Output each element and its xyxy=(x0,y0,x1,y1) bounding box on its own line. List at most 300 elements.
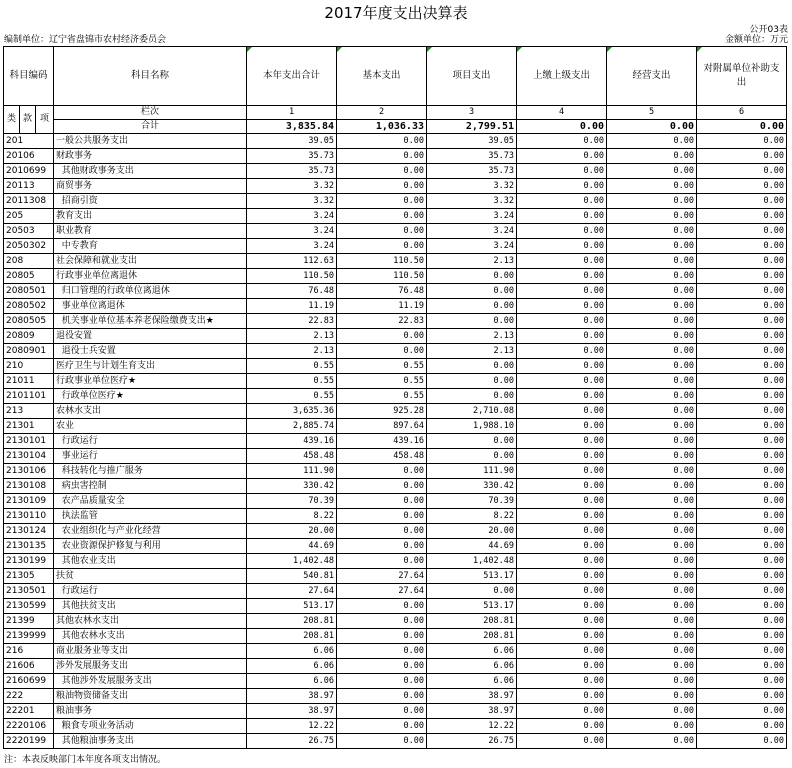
subject-name: 退役士兵安置 xyxy=(54,344,247,359)
col-num: 5 xyxy=(607,106,697,120)
subject-name: 教育支出 xyxy=(54,209,247,224)
subject-code: 20106 xyxy=(4,149,54,164)
amount-cell: 0.00 xyxy=(697,569,787,584)
table-row xyxy=(4,689,787,704)
amount-cell: 0.00 xyxy=(607,299,697,314)
amount-cell: 0.00 xyxy=(517,149,607,164)
amount-cell: 0.00 xyxy=(697,449,787,464)
subject-name: 行政单位医疗★ xyxy=(54,389,247,404)
amount-cell: 1,402.48 xyxy=(247,554,337,569)
header-name: 科目名称 xyxy=(54,47,247,106)
report-title: 2017年度支出决算表 xyxy=(324,4,468,22)
header-code: 科目编码 xyxy=(4,47,54,106)
subject-code: 22201 xyxy=(4,704,54,719)
amount-cell: 0.00 xyxy=(427,314,517,329)
amount-cell: 3.24 xyxy=(247,239,337,254)
table-row xyxy=(4,644,787,659)
amount-cell: 0.00 xyxy=(517,569,607,584)
amount-cell: 27.64 xyxy=(247,584,337,599)
table-row xyxy=(4,329,787,344)
table-row xyxy=(4,524,787,539)
total-label: 合计 xyxy=(54,120,247,134)
amount-cell: 2.13 xyxy=(247,329,337,344)
amount-cell: 12.22 xyxy=(427,719,517,734)
subject-name: 其他农林水支出 xyxy=(54,629,247,644)
amount-cell: 0.00 xyxy=(337,659,427,674)
amount-cell: 0.00 xyxy=(607,194,697,209)
table-row xyxy=(4,479,787,494)
amount-cell: 20.00 xyxy=(247,524,337,539)
amount-cell: 38.97 xyxy=(427,689,517,704)
amount-cell: 26.75 xyxy=(427,734,517,749)
subject-code: 20809 xyxy=(4,329,54,344)
table-row xyxy=(4,539,787,554)
amount-cell: 0.00 xyxy=(337,329,427,344)
amount-cell: 6.06 xyxy=(427,674,517,689)
amount-cell: 38.97 xyxy=(247,704,337,719)
table-row xyxy=(4,719,787,734)
amount-cell: 0.00 xyxy=(697,419,787,434)
subject-name: 归口管理的行政单位离退休 xyxy=(54,284,247,299)
amount-cell: 0.00 xyxy=(607,494,697,509)
amount-cell: 0.00 xyxy=(517,389,607,404)
amount-cell: 0.00 xyxy=(337,614,427,629)
amount-cell: 897.64 xyxy=(337,419,427,434)
amount-cell: 0.55 xyxy=(247,359,337,374)
subject-code: 216 xyxy=(4,644,54,659)
amount-cell: 0.00 xyxy=(337,209,427,224)
subject-name: 农林水支出 xyxy=(54,404,247,419)
table-row xyxy=(4,494,787,509)
amount-cell: 0.00 xyxy=(697,299,787,314)
amount-cell: 2.13 xyxy=(427,254,517,269)
subject-code: 222 xyxy=(4,689,54,704)
subject-name: 涉外发展服务支出 xyxy=(54,659,247,674)
subject-name: 医疗卫生与计划生育支出 xyxy=(54,359,247,374)
amount-cell: 0.00 xyxy=(607,254,697,269)
amount-cell: 0.00 xyxy=(517,374,607,389)
total-value: 0.00 xyxy=(607,120,697,134)
amount-cell: 27.64 xyxy=(337,569,427,584)
table-row xyxy=(4,584,787,599)
amount-cell: 35.73 xyxy=(247,164,337,179)
subject-code: 2130199 xyxy=(4,554,54,569)
subject-name: 病虫害控制 xyxy=(54,479,247,494)
amount-cell: 0.00 xyxy=(337,239,427,254)
amount-cell: 35.73 xyxy=(427,164,517,179)
table-row xyxy=(4,389,787,404)
amount-cell: 3.24 xyxy=(247,224,337,239)
amount-cell: 3.32 xyxy=(247,194,337,209)
amount-cell: 70.39 xyxy=(427,494,517,509)
table-row xyxy=(4,449,787,464)
amount-cell: 0.00 xyxy=(517,659,607,674)
amount-cell: 0.00 xyxy=(607,629,697,644)
amount-cell: 11.19 xyxy=(337,299,427,314)
amount-cell: 0.00 xyxy=(517,299,607,314)
amount-cell: 0.00 xyxy=(337,719,427,734)
amount-cell: 0.00 xyxy=(337,344,427,359)
table-row xyxy=(4,239,787,254)
subject-code: 2220199 xyxy=(4,734,54,749)
amount-cell: 0.00 xyxy=(427,269,517,284)
subject-code: 208 xyxy=(4,254,54,269)
amount-cell: 0.00 xyxy=(517,269,607,284)
amount-cell: 0.00 xyxy=(607,569,697,584)
subject-code: 2130108 xyxy=(4,479,54,494)
subject-code: 2080502 xyxy=(4,299,54,314)
amount-cell: 1,402.48 xyxy=(427,554,517,569)
amount-cell: 0.00 xyxy=(517,224,607,239)
amount-cell: 0.00 xyxy=(337,134,427,149)
total-value: 3,835.84 xyxy=(247,120,337,134)
amount-cell: 0.00 xyxy=(337,149,427,164)
amount-cell: 0.00 xyxy=(607,419,697,434)
amount-cell: 76.48 xyxy=(337,284,427,299)
table-row xyxy=(4,299,787,314)
amount-cell: 0.00 xyxy=(337,629,427,644)
amount-cell: 0.00 xyxy=(517,419,607,434)
amount-cell: 0.00 xyxy=(517,539,607,554)
amount-cell: 6.06 xyxy=(247,659,337,674)
amount-cell: 0.00 xyxy=(607,239,697,254)
amount-cell: 0.00 xyxy=(607,134,697,149)
subject-code: 21305 xyxy=(4,569,54,584)
table-row xyxy=(4,359,787,374)
amount-cell: 0.00 xyxy=(697,179,787,194)
subject-code: 2080505 xyxy=(4,314,54,329)
table-row xyxy=(4,134,787,149)
subject-code: 2080501 xyxy=(4,284,54,299)
amount-cell: 0.00 xyxy=(517,719,607,734)
amount-cell: 0.00 xyxy=(697,494,787,509)
amount-cell: 0.00 xyxy=(607,434,697,449)
amount-cell: 2,710.08 xyxy=(427,404,517,419)
subject-code: 20503 xyxy=(4,224,54,239)
table-row xyxy=(4,554,787,569)
subject-code: 2130101 xyxy=(4,434,54,449)
amount-cell: 208.81 xyxy=(247,614,337,629)
table-row xyxy=(4,734,787,749)
header-total: 本年支出合计 xyxy=(247,47,337,106)
amount-cell: 0.00 xyxy=(697,524,787,539)
amount-cell: 11.19 xyxy=(247,299,337,314)
table-row xyxy=(4,254,787,269)
subject-code: 21301 xyxy=(4,419,54,434)
amount-cell: 0.00 xyxy=(337,554,427,569)
amount-cell: 3.32 xyxy=(247,179,337,194)
subject-code: 2130110 xyxy=(4,509,54,524)
table-note: 注：本表反映部门本年度各项支出情况。 xyxy=(4,755,167,765)
amount-cell: 0.00 xyxy=(697,719,787,734)
amount-cell: 0.00 xyxy=(517,674,607,689)
subject-code: 21011 xyxy=(4,374,54,389)
amount-cell: 6.06 xyxy=(427,644,517,659)
amount-cell: 0.00 xyxy=(607,659,697,674)
amount-cell: 0.00 xyxy=(517,239,607,254)
amount-cell: 0.00 xyxy=(337,509,427,524)
amount-cell: 0.55 xyxy=(337,389,427,404)
amount-cell: 0.00 xyxy=(517,404,607,419)
subject-code: 2101101 xyxy=(4,389,54,404)
amount-cell: 0.00 xyxy=(697,269,787,284)
amount-cell: 27.64 xyxy=(337,584,427,599)
amount-cell: 0.00 xyxy=(697,434,787,449)
col-num: 6 xyxy=(697,106,787,120)
subject-code: 2220106 xyxy=(4,719,54,734)
amount-cell: 35.73 xyxy=(247,149,337,164)
amount-cell: 0.00 xyxy=(427,359,517,374)
amount-cell: 0.00 xyxy=(607,344,697,359)
amount-cell: 0.00 xyxy=(517,314,607,329)
amount-cell: 0.00 xyxy=(517,254,607,269)
amount-cell: 0.55 xyxy=(337,359,427,374)
amount-cell: 0.00 xyxy=(517,434,607,449)
amount-cell: 0.00 xyxy=(607,524,697,539)
amount-cell: 0.00 xyxy=(697,389,787,404)
amount-cell: 8.22 xyxy=(247,509,337,524)
amount-cell: 0.00 xyxy=(697,329,787,344)
row-label: 栏次 xyxy=(54,106,247,120)
subject-code: 2160699 xyxy=(4,674,54,689)
subject-code: 2139999 xyxy=(4,629,54,644)
amount-cell: 0.00 xyxy=(697,614,787,629)
amount-cell: 8.22 xyxy=(427,509,517,524)
amount-cell: 0.00 xyxy=(607,374,697,389)
amount-cell: 0.00 xyxy=(517,359,607,374)
amount-cell: 0.00 xyxy=(697,509,787,524)
total-value: 0.00 xyxy=(517,120,607,134)
amount-cell: 6.06 xyxy=(427,659,517,674)
amount-cell: 0.00 xyxy=(337,164,427,179)
amount-cell: 0.00 xyxy=(607,164,697,179)
amount-cell: 0.00 xyxy=(517,554,607,569)
table-row xyxy=(4,269,787,284)
amount-cell: 22.83 xyxy=(247,314,337,329)
amount-cell: 0.00 xyxy=(517,209,607,224)
amount-cell: 0.00 xyxy=(697,254,787,269)
amount-cell: 0.00 xyxy=(697,284,787,299)
table-row xyxy=(4,419,787,434)
amount-cell: 0.00 xyxy=(337,599,427,614)
subject-name: 中专教育 xyxy=(54,239,247,254)
subject-code: 2130109 xyxy=(4,494,54,509)
amount-cell: 0.55 xyxy=(247,389,337,404)
amount-cell: 0.00 xyxy=(697,314,787,329)
subject-name: 商贸事务 xyxy=(54,179,247,194)
subject-name: 财政事务 xyxy=(54,149,247,164)
amount-cell: 0.00 xyxy=(337,494,427,509)
amount-cell: 0.00 xyxy=(697,239,787,254)
amount-cell: 2,885.74 xyxy=(247,419,337,434)
col-num: 2 xyxy=(337,106,427,120)
subject-name: 其他涉外发展服务支出 xyxy=(54,674,247,689)
amount-cell: 0.00 xyxy=(607,449,697,464)
amount-cell: 0.00 xyxy=(517,599,607,614)
subject-code: 213 xyxy=(4,404,54,419)
amount-cell: 0.00 xyxy=(517,164,607,179)
amount-cell: 0.00 xyxy=(427,584,517,599)
amount-cell: 0.00 xyxy=(517,329,607,344)
amount-cell: 0.00 xyxy=(427,374,517,389)
subject-code: 21399 xyxy=(4,614,54,629)
subject-code: 210 xyxy=(4,359,54,374)
amount-cell: 0.00 xyxy=(337,194,427,209)
subject-name: 科技转化与推广服务 xyxy=(54,464,247,479)
col-num: 1 xyxy=(247,106,337,120)
amount-cell: 0.00 xyxy=(427,434,517,449)
amount-cell: 0.00 xyxy=(427,389,517,404)
amount-cell: 0.00 xyxy=(607,269,697,284)
amount-cell: 38.97 xyxy=(247,689,337,704)
amount-cell: 0.00 xyxy=(607,539,697,554)
subject-name: 其他财政事务支出 xyxy=(54,164,247,179)
amount-cell: 39.05 xyxy=(427,134,517,149)
subject-name: 退役安置 xyxy=(54,329,247,344)
amount-cell: 3.24 xyxy=(427,239,517,254)
table-row xyxy=(4,464,787,479)
amount-cell: 0.00 xyxy=(607,224,697,239)
col-num: 3 xyxy=(427,106,517,120)
subject-name: 执法监管 xyxy=(54,509,247,524)
amount-cell: 6.06 xyxy=(247,644,337,659)
amount-cell: 0.00 xyxy=(697,599,787,614)
amount-cell: 0.00 xyxy=(607,584,697,599)
amount-cell: 0.00 xyxy=(697,134,787,149)
subject-name: 行政事业单位离退休 xyxy=(54,269,247,284)
amount-cell: 110.50 xyxy=(337,254,427,269)
amount-cell: 0.00 xyxy=(427,449,517,464)
amount-cell: 458.48 xyxy=(337,449,427,464)
header-upper: 上缴上级支出 xyxy=(517,47,607,106)
subject-name: 其他粮油事务支出 xyxy=(54,734,247,749)
table-row xyxy=(4,704,787,719)
table-row xyxy=(4,314,787,329)
amount-cell: 0.00 xyxy=(697,689,787,704)
amount-cell: 22.83 xyxy=(337,314,427,329)
table-row xyxy=(4,404,787,419)
amount-cell: 0.00 xyxy=(337,479,427,494)
amount-cell: 110.50 xyxy=(247,269,337,284)
amount-cell: 0.00 xyxy=(517,179,607,194)
subject-name: 扶贫 xyxy=(54,569,247,584)
subject-code: 2130124 xyxy=(4,524,54,539)
amount-cell: 458.48 xyxy=(247,449,337,464)
table-row xyxy=(4,284,787,299)
amount-cell: 0.00 xyxy=(517,734,607,749)
table-row xyxy=(4,224,787,239)
table-row xyxy=(4,659,787,674)
table-row xyxy=(4,434,787,449)
amount-cell: 0.00 xyxy=(337,704,427,719)
subject-name: 粮油物资储备支出 xyxy=(54,689,247,704)
amount-cell: 0.00 xyxy=(337,674,427,689)
amount-cell: 0.00 xyxy=(607,149,697,164)
subject-name: 其他扶贫支出 xyxy=(54,599,247,614)
subject-name: 商业服务业等支出 xyxy=(54,644,247,659)
amount-cell: 0.00 xyxy=(697,704,787,719)
amount-cell: 0.55 xyxy=(337,374,427,389)
amount-cell: 0.00 xyxy=(607,179,697,194)
subject-name: 农业 xyxy=(54,419,247,434)
amount-cell: 2.13 xyxy=(247,344,337,359)
amount-cell: 0.00 xyxy=(337,644,427,659)
amount-cell: 0.00 xyxy=(517,509,607,524)
amount-cell: 0.00 xyxy=(697,209,787,224)
subject-code: 205 xyxy=(4,209,54,224)
amount-cell: 0.00 xyxy=(517,479,607,494)
subject-name: 农业组织化与产业化经营 xyxy=(54,524,247,539)
subject-name: 职业教育 xyxy=(54,224,247,239)
header-subsidy: 对附属单位补助支出 xyxy=(697,47,787,106)
subject-name: 机关事业单位基本养老保险缴费支出★ xyxy=(54,314,247,329)
amount-cell: 0.00 xyxy=(607,734,697,749)
amount-cell: 0.00 xyxy=(517,284,607,299)
compiling-unit: 编制单位：辽宁省盘锦市农村经济委员会 xyxy=(4,35,167,45)
subject-name: 粮食专项业务活动 xyxy=(54,719,247,734)
subject-name: 招商引资 xyxy=(54,194,247,209)
amount-cell: 0.00 xyxy=(607,644,697,659)
subject-code: 2130599 xyxy=(4,599,54,614)
subject-code: 201 xyxy=(4,134,54,149)
amount-cell: 0.00 xyxy=(697,224,787,239)
amount-cell: 6.06 xyxy=(247,674,337,689)
amount-cell: 0.00 xyxy=(607,329,697,344)
subject-name: 农业资源保护修复与利用 xyxy=(54,539,247,554)
subject-code: 2130501 xyxy=(4,584,54,599)
amount-cell: 2.13 xyxy=(427,344,517,359)
amount-cell: 39.05 xyxy=(247,134,337,149)
table-row xyxy=(4,629,787,644)
subject-code: 2011308 xyxy=(4,194,54,209)
amount-cell: 925.28 xyxy=(337,404,427,419)
amount-cell: 0.00 xyxy=(697,479,787,494)
amount-cell: 3.24 xyxy=(247,209,337,224)
amount-cell: 0.00 xyxy=(607,509,697,524)
amount-cell: 513.17 xyxy=(427,569,517,584)
subject-name: 事业单位离退休 xyxy=(54,299,247,314)
amount-cell: 111.90 xyxy=(247,464,337,479)
amount-cell: 110.50 xyxy=(337,269,427,284)
amount-cell: 0.00 xyxy=(517,134,607,149)
amount-cell: 0.00 xyxy=(607,479,697,494)
table-row xyxy=(4,149,787,164)
amount-cell: 0.00 xyxy=(697,659,787,674)
amount-cell: 0.00 xyxy=(697,734,787,749)
subject-code: 2130135 xyxy=(4,539,54,554)
amount-cell: 0.00 xyxy=(697,374,787,389)
amount-cell: 20.00 xyxy=(427,524,517,539)
amount-cell: 208.81 xyxy=(247,629,337,644)
amount-cell: 0.00 xyxy=(427,284,517,299)
amount-cell: 3.32 xyxy=(427,194,517,209)
amount-cell: 3.32 xyxy=(427,179,517,194)
amount-cell: 0.00 xyxy=(517,614,607,629)
subject-name: 农产品质量安全 xyxy=(54,494,247,509)
amount-cell: 0.00 xyxy=(517,194,607,209)
amount-cell: 0.00 xyxy=(697,584,787,599)
expenditure-table xyxy=(3,46,787,749)
amount-cell: 3.24 xyxy=(427,209,517,224)
table-row xyxy=(4,194,787,209)
amount-cell: 439.16 xyxy=(247,434,337,449)
amount-cell: 0.00 xyxy=(337,464,427,479)
amount-cell: 0.00 xyxy=(337,179,427,194)
amount-cell: 0.00 xyxy=(607,314,697,329)
subject-name: 社会保障和就业支出 xyxy=(54,254,247,269)
table-row xyxy=(4,674,787,689)
amount-cell: 0.00 xyxy=(427,299,517,314)
